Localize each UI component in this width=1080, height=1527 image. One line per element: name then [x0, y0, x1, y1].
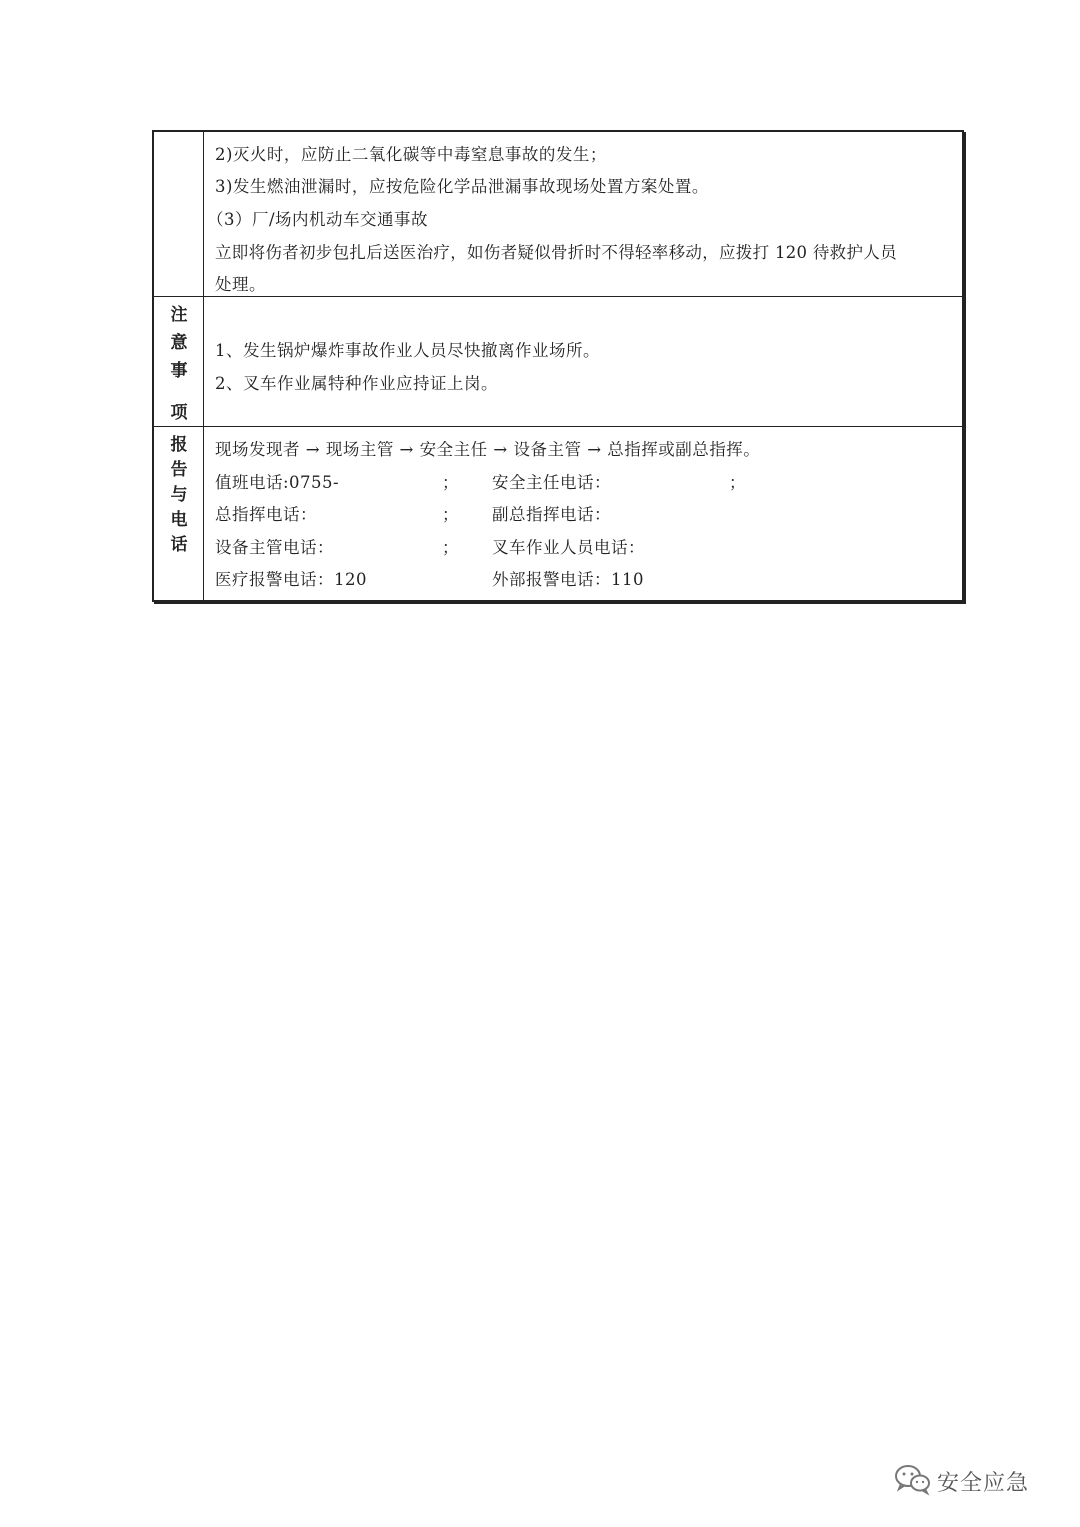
text-line: 2、叉车作业属特种作业应持证上岗。 — [215, 374, 498, 393]
label-cell — [154, 132, 204, 296]
label-char: 项 — [170, 403, 188, 423]
phone-external-police: 外部报警电话：110 — [492, 570, 644, 589]
label-cell — [154, 297, 204, 426]
label-char: 话 — [170, 535, 188, 555]
watermark-text: 安全应急 — [937, 1470, 1030, 1496]
label-char: 报 — [170, 435, 188, 455]
phone-deputy-commander: 副总指挥电话： — [492, 505, 611, 524]
text-line: 2)灭火时，应防止二氧化碳等中毒窒息事故的发生； — [215, 145, 607, 164]
phone-forklift-operator: 叉车作业人员电话： — [492, 538, 645, 557]
text-line: 3)发生燃油泄漏时，应按危险化学品泄漏事故现场处置方案处置。 — [215, 177, 709, 196]
label-cell — [154, 427, 204, 602]
phone-equipment-supervisor: 设备主管电话： — [215, 538, 334, 557]
wechat-icon — [893, 1462, 933, 1500]
watermark — [893, 1462, 1029, 1500]
label-char: 与 — [170, 485, 188, 505]
semicolon: ； — [729, 473, 746, 492]
phone-duty: 值班电话:0755- — [215, 473, 340, 492]
label-char: 意 — [170, 333, 188, 353]
label-char: 告 — [170, 460, 188, 480]
semicolon: ； — [442, 473, 459, 492]
content-cell — [205, 427, 962, 602]
label-char: 注 — [170, 305, 188, 325]
semicolon: ； — [442, 538, 459, 557]
content-cell — [205, 132, 962, 296]
text-line: 立即将伤者初步包扎后送医治疗，如伤者疑似骨折时不得轻率移动，应拨打 120 待救护人员 — [215, 243, 897, 262]
table-row — [154, 132, 962, 297]
report-flow: 现场发现者 → 现场主管 → 安全主任 → 设备主管 → 总指挥或副总指挥。 — [215, 440, 761, 459]
content-cell — [205, 297, 962, 426]
text-line: 处理。 — [215, 275, 266, 294]
table-row — [154, 427, 962, 602]
table-row — [154, 297, 962, 427]
label-char: 事 — [170, 361, 188, 381]
emergency-table — [152, 130, 964, 602]
phone-commander: 总指挥电话： — [215, 505, 317, 524]
text-line: （3）厂/场内机动车交通事故 — [207, 210, 429, 229]
text-line: 1、发生锅炉爆炸事故作业人员尽快撤离作业场所。 — [215, 341, 600, 360]
phone-safety-director: 安全主任电话： — [492, 473, 611, 492]
semicolon: ； — [442, 505, 459, 524]
phone-medical: 医疗报警电话：120 — [215, 570, 367, 589]
label-char: 电 — [170, 510, 188, 530]
